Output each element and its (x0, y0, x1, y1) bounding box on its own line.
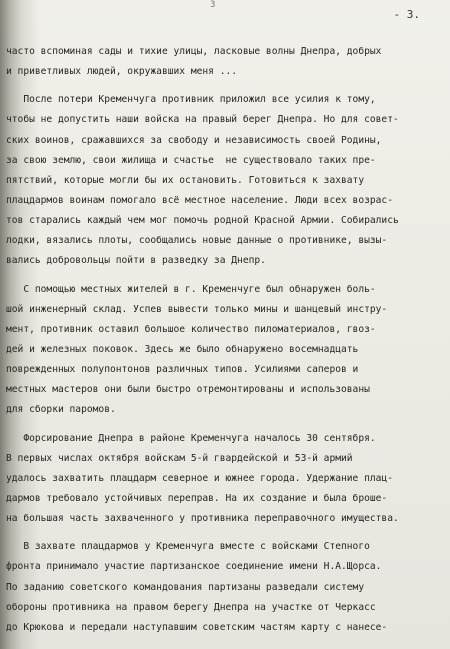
paragraph (6, 429, 444, 530)
paragraph (6, 537, 444, 638)
typewritten-text (6, 42, 444, 638)
text-line: вались добровольцы пойти в разведку за Днепр. (6, 255, 266, 267)
text-line: шой инженерный склад. Успев вывести только мины и шанцевый инстру- (6, 303, 388, 315)
text-line: С помощью местных жителей в г. Кременчуге был обнаружен боль- (6, 283, 376, 295)
text-line: часто вспоминая сады и тихие улицы, ласковые волны Днепра, добрых (6, 46, 382, 57)
page-number: - 3. (393, 8, 420, 21)
text-line: По заданию советского командования партизаны разведали систему (6, 581, 365, 593)
text-line: ских воинов, сражавшихся за свободу и независимость своей Родины, (6, 134, 382, 146)
text-line: Форсирование Днепра в районе Кременчуга началось 30 сентября. (6, 432, 376, 444)
text-line: лодки, вязались плоты, сообщались новые данные о противнике, вызы- (6, 235, 388, 247)
text-line: за свою землю, свои жилища и счастье не существовало таких пре- (6, 154, 376, 166)
text-line: В захвате плацдармов у Кременчуга вместе с войсками Степного (6, 541, 370, 553)
paragraph-gap (6, 272, 444, 280)
text-line: местных мастеров они были быстро отремонтированы и использованы (6, 384, 370, 396)
text-line: чтобы не допустить наши войска на правый берег Днепра. Но для совет- (6, 114, 399, 126)
paragraph (6, 42, 444, 82)
text-line: фронта принимало участие партизанское соединение имени Н.А.Щорса. (6, 561, 382, 573)
text-line: мент, противник оставил большое количество пиломатериалов, гвоз- (6, 323, 376, 335)
text-line: на большая часть захваченного у противника переправочного имущества. (6, 513, 399, 525)
text-line: для сборки паромов. (6, 404, 116, 416)
paragraph (6, 280, 444, 421)
text-line: В первых числах октября войскам 5-й гвардейской и 53-й армий (6, 452, 353, 464)
paragraph-gap (6, 421, 444, 429)
top-mark: 3 (210, 0, 216, 10)
paragraph-gap (6, 529, 444, 537)
paragraph-gap (6, 82, 444, 90)
text-line: плацдармов воинам помогало всё местное население. Люди всех возрас- (6, 194, 393, 206)
text-line: до Крюкова и передали наступавшим советским частям карту с нанесе- (6, 621, 388, 633)
text-line: тов старались каждый чем мог помочь родной Красной Армии. Собирались (6, 215, 399, 227)
text-line: обороны противника на правом берегу Днепра на участке от Черкасс (6, 601, 376, 613)
text-line: После потери Кременчуга противник приложил все усилия к тому, (6, 94, 376, 106)
text-line: дармов требовало устойчивых переправ. На их создание и была броше- (6, 492, 388, 504)
text-line: дей и железных поковок. Здесь же было обнаружено восемнадцать (6, 343, 359, 355)
text-line: и приветливых людей, окружавших меня ... (6, 66, 238, 78)
text-line: поврежденных полупонтонов различных типов. Усилиями саперов и (6, 364, 359, 376)
paragraph (6, 90, 444, 271)
text-line: удалось захватить плацдарм северное и южнее города. Удержание плац- (6, 472, 393, 484)
text-line: пятствий, которые могли бы их остановить. Готовиться к захвату (6, 174, 365, 186)
